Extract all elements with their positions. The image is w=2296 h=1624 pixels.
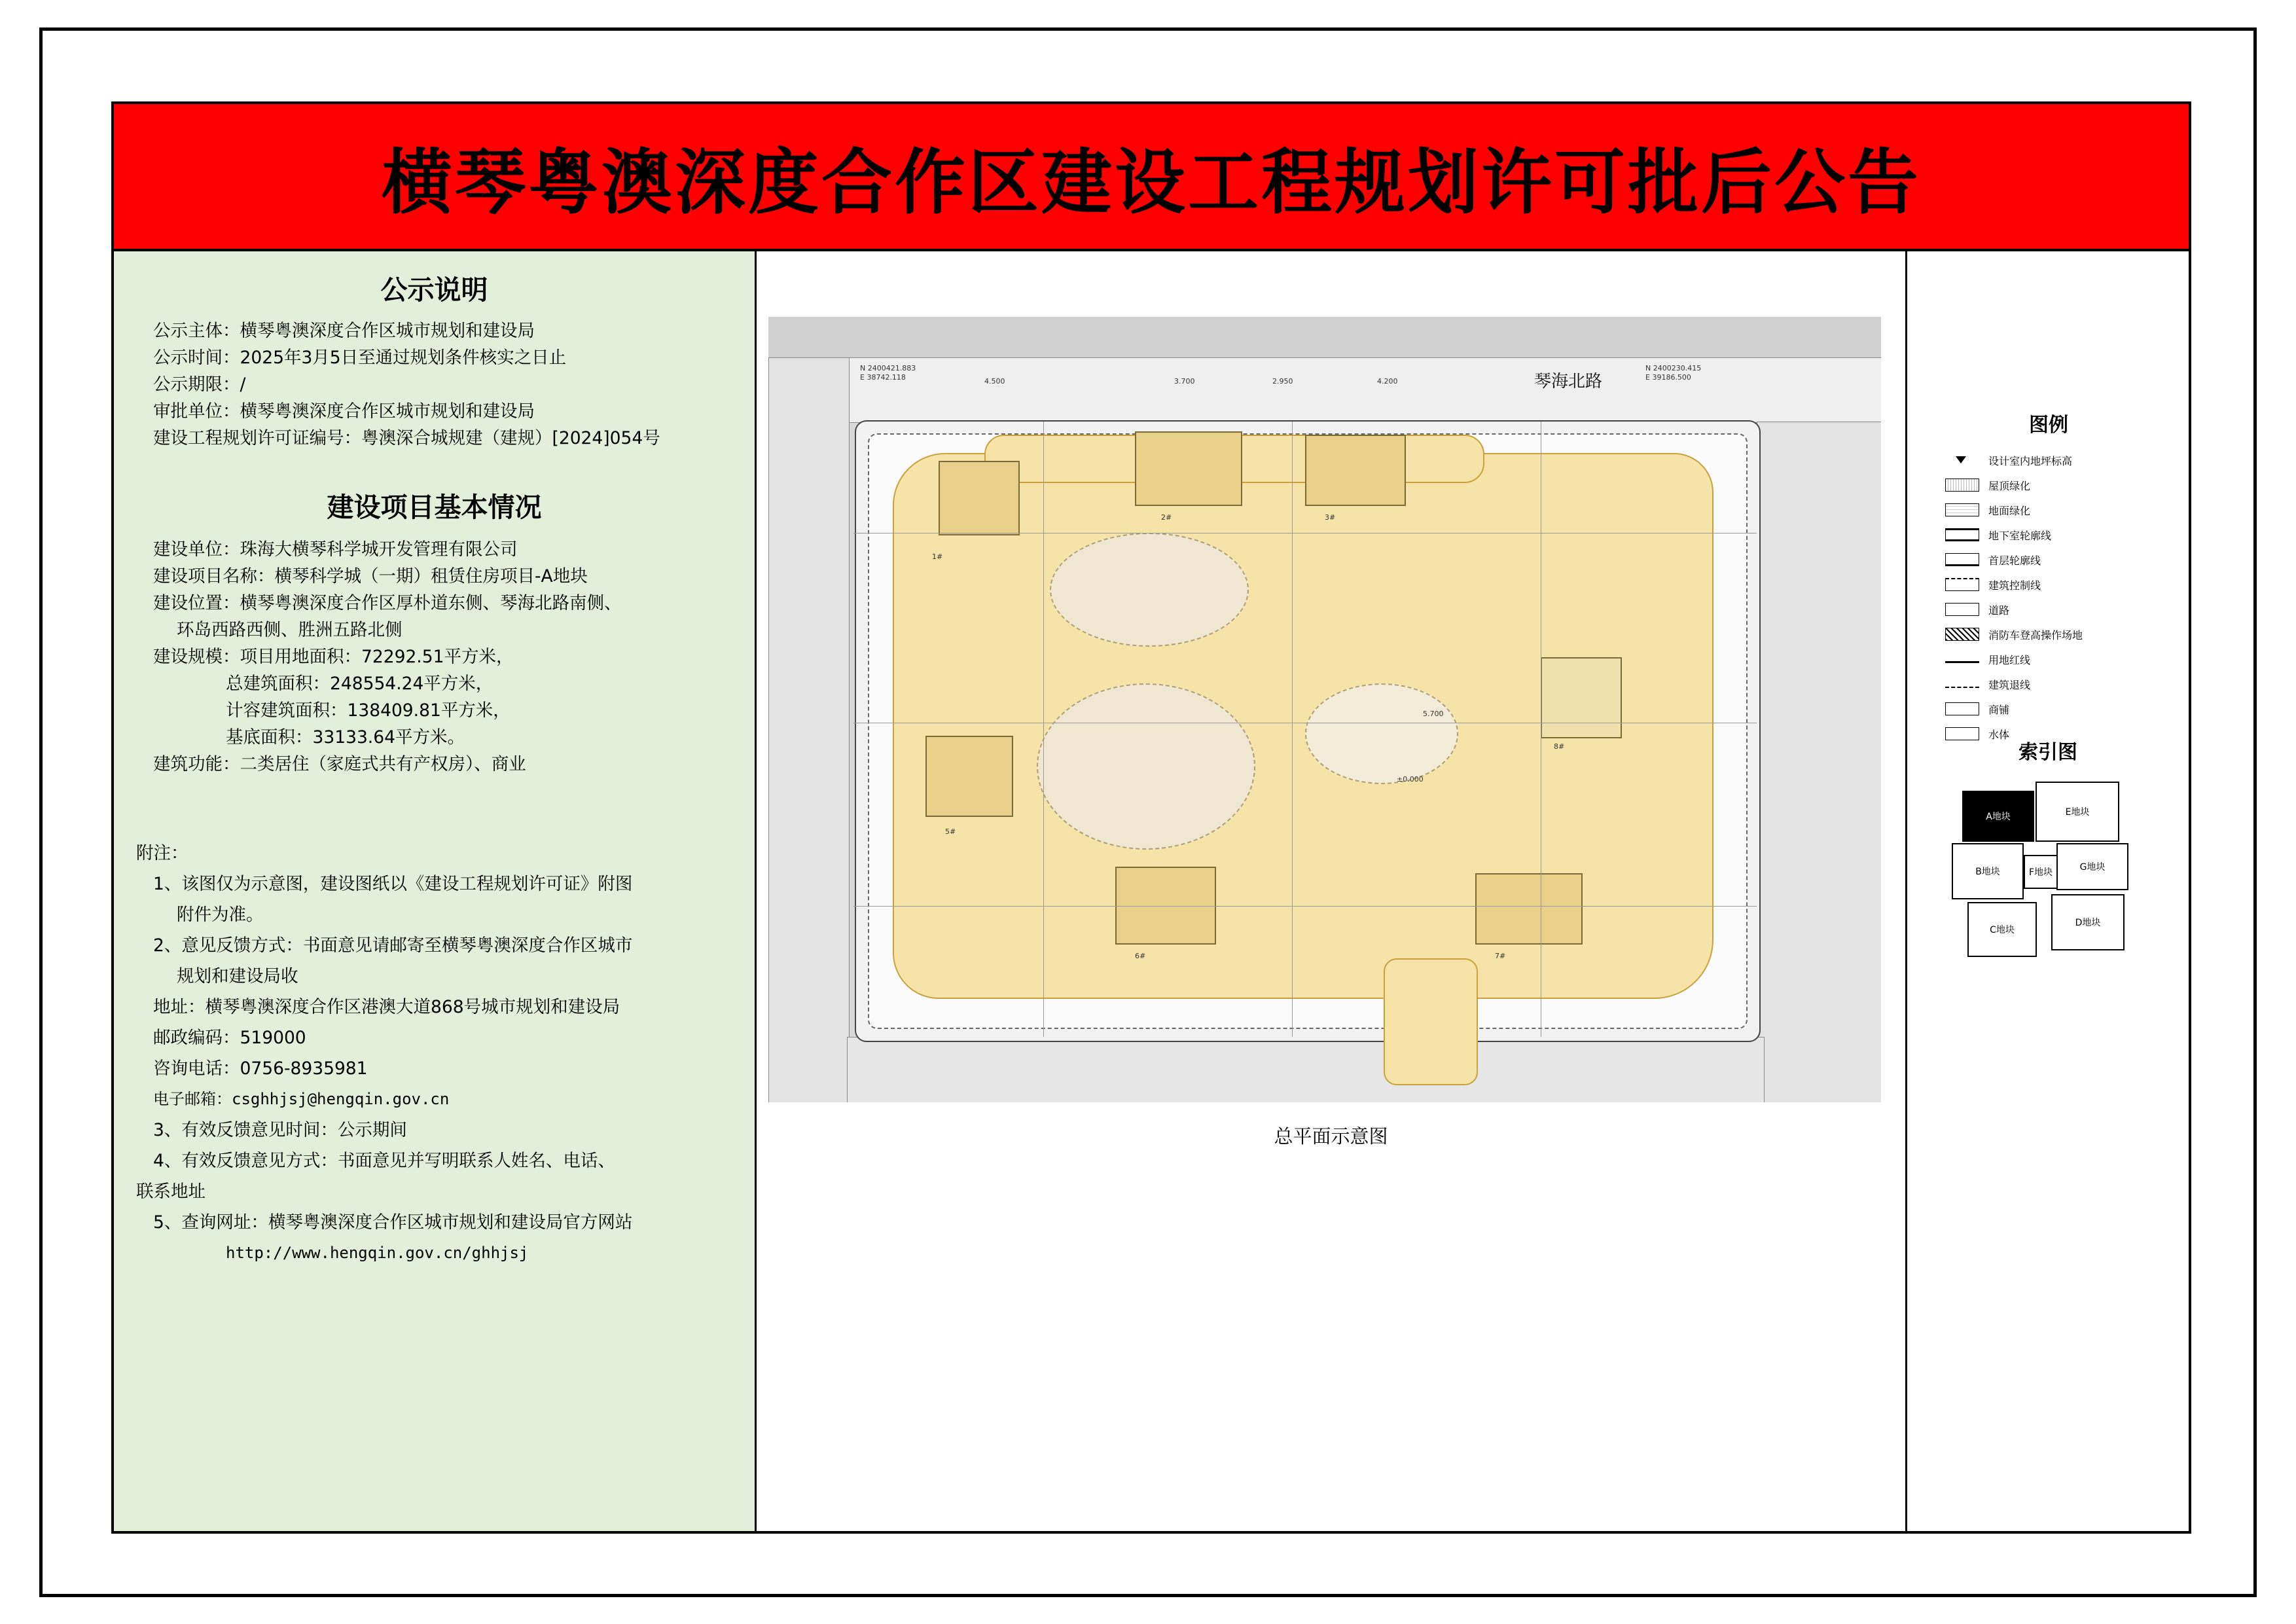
plan-annotation: E 38742.118: [860, 373, 906, 382]
project-line: 计容建筑面积：138409.81平方米，: [226, 700, 511, 721]
courtyard-north: [1050, 533, 1249, 647]
index-plot-label: B地块: [1975, 867, 2000, 877]
legend-item-roof-green: [1920, 473, 2177, 497]
plan-annotation: 4.500: [984, 377, 1005, 386]
plan-top-margin: [768, 317, 1881, 357]
tower-block-3: [1305, 435, 1406, 506]
project-line: 建设单位：珠海大横琴科学城开发管理有限公司: [153, 539, 518, 560]
tower-block-1: [939, 461, 1020, 535]
plan-annotation: 2#: [1161, 513, 1172, 522]
plan-annotation: 3.700: [1174, 377, 1195, 386]
tower-block-7: [1541, 657, 1622, 738]
legend-column: [1907, 251, 2189, 1531]
legend-label: 首层轮廓线: [1988, 554, 2041, 567]
notice-line: 公示期限：/: [153, 374, 246, 395]
legend-label: 消防车登高操作场地: [1988, 628, 2083, 641]
notice-line: 审批单位：横琴粤澳深度合作区城市规划和建设局: [153, 401, 535, 422]
legend-label: 商铺: [1988, 703, 2010, 716]
road-east: [1757, 422, 1881, 1102]
first-floor-outline-swatch-icon: [1945, 553, 1979, 566]
grid-line: [1292, 422, 1293, 1037]
plan-annotation: 3#: [1325, 513, 1336, 522]
plan-annotation: N 2400421.883: [860, 364, 916, 372]
legend-label: 道路: [1988, 604, 2010, 617]
legend-item-ground-green: [1920, 497, 2177, 522]
site-plan-column: [757, 251, 1907, 1531]
podium-area-south-spur: [1384, 958, 1478, 1085]
project-line: 建筑功能：二类居住（家庭式共有产权房）、商业: [153, 754, 526, 774]
index-plot-label: C地块: [1990, 925, 2015, 935]
notes-block: [136, 838, 732, 1269]
legend-block: [1920, 408, 2177, 746]
project-line: 建设规模：项目用地面积：72292.51平方米，: [153, 647, 514, 667]
page-title-banner: [114, 104, 2189, 251]
plan-annotation: 5#: [945, 827, 956, 836]
road-label-qinhai-north: 琴海北路: [1534, 372, 1603, 391]
tower-block-6: [1475, 873, 1583, 945]
legend-item-basement-outline: [1920, 522, 2177, 547]
legend-title: 图例: [2029, 414, 2068, 437]
note-line: 1、该图仅为示意图，建设图纸以《建设工程规划许可证》附图: [153, 874, 633, 894]
plan-caption: 总平面示意图: [1274, 1125, 1388, 1147]
legend-label: 建筑控制线: [1988, 579, 2041, 592]
index-map-title: 索引图: [2018, 741, 2077, 764]
road-swatch-icon: [1945, 603, 1979, 616]
fire-truck-yard-swatch-icon: [1945, 628, 1979, 641]
index-plot-c[interactable]: [1967, 902, 2037, 957]
plan-annotation: E 39186.500: [1645, 373, 1691, 382]
project-line: 建设位置：横琴粤澳深度合作区厚朴道东侧、琴海北路南侧、: [153, 593, 622, 613]
project-line: 环岛西路西侧、胜洲五路北侧: [177, 620, 403, 640]
project-line: 基底面积：33133.64平方米。: [226, 727, 465, 748]
basement-outline-swatch-icon: [1945, 528, 1979, 541]
note-line: 联系地址: [136, 1182, 206, 1202]
plan-annotation: 1#: [932, 552, 943, 561]
page-title: 横琴粤澳深度合作区建设工程规划许可批后公告: [381, 142, 1921, 224]
legend-item-elevation: [1920, 448, 2177, 473]
plan-annotation: 4.200: [1377, 377, 1398, 386]
poster-frame: [39, 27, 2257, 1597]
roof-green-swatch-icon: [1945, 478, 1979, 492]
shop-swatch-icon: [1945, 702, 1979, 715]
index-plot-b[interactable]: [1952, 843, 2024, 899]
index-plot-a[interactable]: [1962, 791, 2034, 842]
notice-text-column: [114, 251, 757, 1531]
note-line: 规划和建设局收: [177, 966, 298, 986]
legend-item-land-red-line: [1920, 647, 2177, 672]
note-line-email: 电子邮箱：csghhjsj@hengqin.gov.cn: [153, 1090, 450, 1108]
index-plot-f[interactable]: [2024, 855, 2058, 889]
index-plot-label: A地块: [1986, 812, 2011, 822]
poster-inner-frame: [111, 101, 2191, 1534]
note-line: 3、有效反馈意见时间：公示期间: [153, 1120, 407, 1140]
content-row: [114, 251, 2189, 1531]
note-line: 5、查询网址：横琴粤澳深度合作区城市规划和建设局官方网站: [153, 1212, 633, 1233]
building-control-line-swatch-icon: [1945, 578, 1979, 591]
index-plot-label: G地块: [2079, 862, 2106, 873]
road-south: [847, 1037, 1765, 1102]
grid-line: [1043, 422, 1044, 1037]
index-plot-g[interactable]: [2056, 843, 2128, 890]
section-title-project-info: 建设项目基本情况: [327, 492, 542, 523]
note-line: 地址：横琴粤澳深度合作区港澳大道868号城市规划和建设局: [153, 997, 620, 1017]
note-line: 咨询电话：0756-8935981: [153, 1058, 368, 1079]
legend-label: 建筑退线: [1988, 678, 2031, 691]
plan-annotation: N 2400230.415: [1645, 364, 1702, 372]
notes-title: 附注：: [136, 843, 188, 863]
legend-label: 地下室轮廓线: [1988, 529, 2052, 542]
road-west: [768, 357, 850, 1102]
plan-annotation: 7#: [1495, 952, 1506, 960]
index-plot-label: E地块: [2065, 807, 2090, 818]
note-line-website[interactable]: http://www.hengqin.gov.cn/ghhjsj: [226, 1244, 529, 1262]
note-line: 附件为准。: [177, 905, 264, 925]
legend-label: 设计室内地坪标高: [1988, 454, 2073, 467]
legend-item-shop: [1920, 696, 2177, 721]
plan-annotation: ±0.000: [1397, 775, 1424, 784]
legend-label: 地面绿化: [1988, 504, 2031, 517]
plan-annotation: 6#: [1135, 952, 1146, 960]
setback-line-swatch-icon: [1945, 687, 1979, 688]
section-title-public-notice: 公示说明: [380, 274, 488, 306]
courtyard-central: [1037, 683, 1255, 850]
tower-block-2: [1135, 431, 1242, 506]
grid-line: [853, 906, 1757, 907]
elevation-marker-icon: [1945, 454, 1979, 467]
index-plot-d[interactable]: [2051, 894, 2125, 950]
notice-line: 公示时间：2025年3月5日至通过规划条件核实之日止: [153, 348, 567, 368]
legend-label: 用地红线: [1988, 653, 2031, 666]
road-qinhai-north: [847, 357, 1881, 423]
plan-annotation: 5.700: [1423, 710, 1444, 718]
courtyard-east: [1305, 683, 1458, 784]
index-plot-e[interactable]: [2036, 782, 2119, 842]
ground-green-swatch-icon: [1945, 503, 1979, 516]
project-line: 总建筑面积：248554.24平方米，: [226, 674, 493, 694]
plan-annotation: 2.950: [1272, 377, 1293, 386]
legend-item-setback-line: [1920, 672, 2177, 696]
legend-item-road: [1920, 597, 2177, 622]
index-map: [1933, 768, 2162, 1030]
note-line: 邮政编码：519000: [153, 1028, 306, 1048]
legend-label: 水体: [1988, 728, 2010, 741]
legend-item-first-floor-outline: [1920, 547, 2177, 572]
land-red-line-swatch-icon: [1945, 661, 1979, 663]
legend-item-building-control-line: [1920, 572, 2177, 597]
index-plot-label: F地块: [2028, 867, 2053, 878]
notice-line: 建设工程规划许可证编号：粤澳深合城规建（建规）[2024]054号: [153, 428, 660, 448]
note-line: 4、有效反馈意见方式：书面意见并写明联系人姓名、电话、: [153, 1151, 615, 1171]
index-plot-label: D地块: [2075, 918, 2101, 928]
project-line: 建设项目名称：横琴科学城（一期）租赁住房项目-A地块: [153, 566, 588, 586]
site-plan-drawing: [768, 317, 1881, 1102]
note-line: 2、意见反馈方式：书面意见请邮寄至横琴粤澳深度合作区城市: [153, 935, 633, 956]
plan-annotation: 8#: [1554, 742, 1565, 751]
tower-block-4: [925, 736, 1013, 817]
legend-item-fire-truck-yard: [1920, 622, 2177, 647]
notice-line: 公示主体：横琴粤澳深度合作区城市规划和建设局: [153, 321, 535, 341]
legend-label: 屋顶绿化: [1988, 479, 2031, 492]
